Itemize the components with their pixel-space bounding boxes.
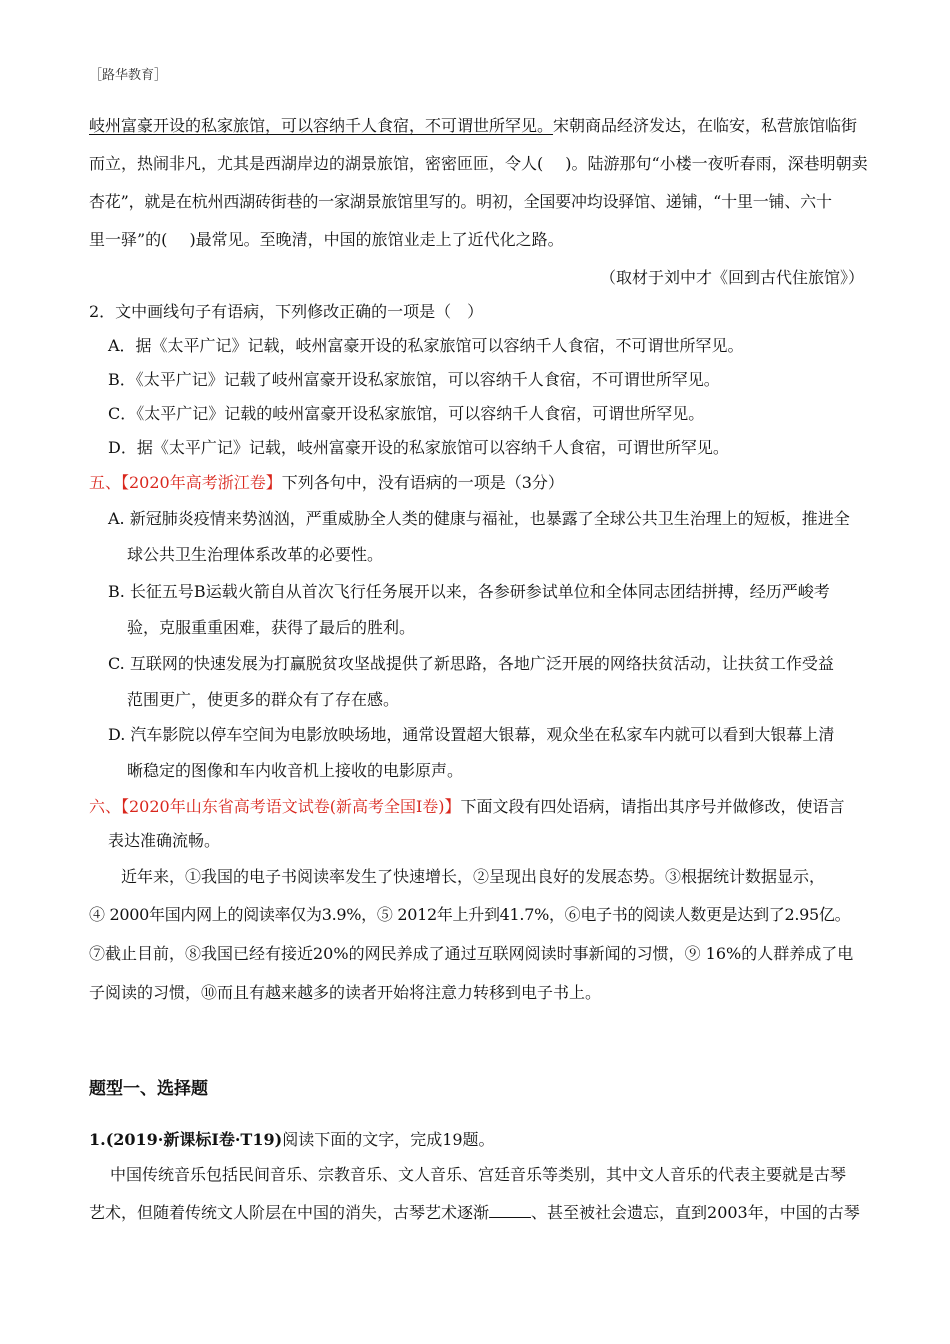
underlined-sentence: 岐州富豪开设的私家旅馆，可以容纳千人食宿，不可谓世所罕见。 — [89, 116, 554, 135]
section-title: 题型一、选择题 — [89, 1079, 208, 1099]
q6-stem-line2: 表达准确流畅。 — [108, 831, 221, 850]
q5-option-c-line2: 范围更广，使更多的群众有了存在感。 — [127, 690, 400, 709]
passage-line-3: 杏花”，就是在杭州西湖砖街巷的一家湖景旅馆里写的。明初，全国要冲均设驿馆、递铺，“十里一铺、六十 — [89, 192, 832, 211]
q1-para-line2: 艺术，但随着传统文人阶层在中国的消失，古琴艺术逐渐 、甚至被社会遗忘，直到2003年，中国的古琴 — [89, 1203, 860, 1222]
q5-option-a-line1: A. 新冠肺炎疫情来势汹汹，严重威胁全人类的健康与福祉，也暴露了全球公共卫生治理上的短板，推进全 — [108, 509, 850, 528]
q6-stem: 下面文段有四处语病，请指出其序号并做修改，使语言 — [460, 797, 845, 816]
header-logo-text: ［路华教育］ — [89, 67, 168, 82]
q2-option-b: B．《太平广记》记载了岐州富豪开设私家旅馆，可以容纳千人食宿，不可谓世所罕见。 — [108, 370, 720, 389]
q5-label: 五、【2020年高考浙江卷】 — [89, 473, 282, 492]
passage-line-1: 岐州富豪开设的私家旅馆，可以容纳千人食宿，不可谓世所罕见。宋朝商品经济发达，在临安，私营旅馆临街 — [89, 116, 858, 135]
q2-option-a: A．据《太平广记》记载，岐州富豪开设的私家旅馆可以容纳千人食宿，不可谓世所罕见。 — [108, 336, 744, 355]
q1-header — [89, 1130, 495, 1150]
q2-option-d: D．据《太平广记》记载，岐州富豪开设的私家旅馆可以容纳千人食宿，可谓世所罕见。 — [108, 438, 729, 457]
passage-source: （取材于刘中才《回到古代住旅馆》） — [599, 268, 864, 287]
q2-option-c: C．《太平广记》记载的岐州富豪开设私家旅馆，可以容纳千人食宿，可谓世所罕见。 — [108, 404, 705, 423]
q5-option-b-line2: 验，克服重重困难，获得了最后的胜利。 — [127, 618, 416, 637]
answer-blank[interactable] — [489, 1203, 531, 1218]
q5-header — [89, 473, 564, 493]
passage-line-4: 里一驿”的( )最常见。至晚清，中国的旅馆业走上了近代化之路。 — [89, 230, 564, 249]
q6-label: 六、【2020年山东省高考语文试卷(新高考全国Ⅰ卷)】 — [89, 797, 461, 816]
q5-option-d-line1: D. 汽车影院以停车空间为电影放映场地，通常设置超大银幕，观众坐在私家车内就可以看到大银幕上清 — [108, 725, 835, 744]
q1-label: 1.(2019·新课标Ⅰ卷·T19) — [89, 1130, 283, 1149]
passage-line-2: 而立，热闹非凡，尤其是西湖岸边的湖景旅馆，密密匝匝，令人( )。陆游那句“小楼一夜听春雨，深巷明朝卖 — [89, 154, 868, 173]
q6-para-line2: ④ 2000年国内网上的阅读率仅为3.9%，⑤ 2012年上升到41.7%，⑥电子书的阅读人数更是达到了2.95亿。 — [89, 905, 851, 924]
q1-stem: 阅读下面的文字，完成19题。 — [282, 1130, 495, 1149]
q5-stem: 下列各句中，没有语病的一项是（3分） — [281, 473, 564, 492]
q6-header — [89, 797, 845, 817]
q5-option-a-line2: 球公共卫生治理体系改革的必要性。 — [127, 545, 384, 564]
q6-para-line3: ⑦截止目前，⑧我国已经有接近20%的网民养成了通过互联网阅读时事新闻的习惯，⑨ 16%的人群养成了电 — [89, 944, 854, 963]
q1-para-line1: 中国传统音乐包括民间音乐、宗教音乐、文人音乐、宫廷音乐等类别，其中文人音乐的代表主要就是古琴 — [110, 1165, 847, 1184]
q2-stem: 2．文中画线句子有语病，下列修改正确的一项是（ ） — [89, 302, 484, 321]
q5-option-c-line1: C. 互联网的快速发展为打赢脱贫攻坚战提供了新思路，各地广泛开展的网络扶贫活动，让扶贫工作受益 — [108, 654, 834, 673]
q5-option-d-line2: 晰稳定的图像和车内收音机上接收的电影原声。 — [127, 761, 464, 780]
q5-option-b-line1: B. 长征五号B运载火箭自从首次飞行任务展开以来，各参研参试单位和全体同志团结拼搏，经历严峻考 — [108, 582, 830, 601]
q6-para-line4: 子阅读的习惯，⑩而且有越来越多的读者开始将注意力转移到电子书上。 — [89, 983, 602, 1002]
q6-para-line1: 近年来，①我国的电子书阅读率发生了快速增长，②呈现出良好的发展态势。③根据统计数据显示， — [121, 867, 826, 886]
